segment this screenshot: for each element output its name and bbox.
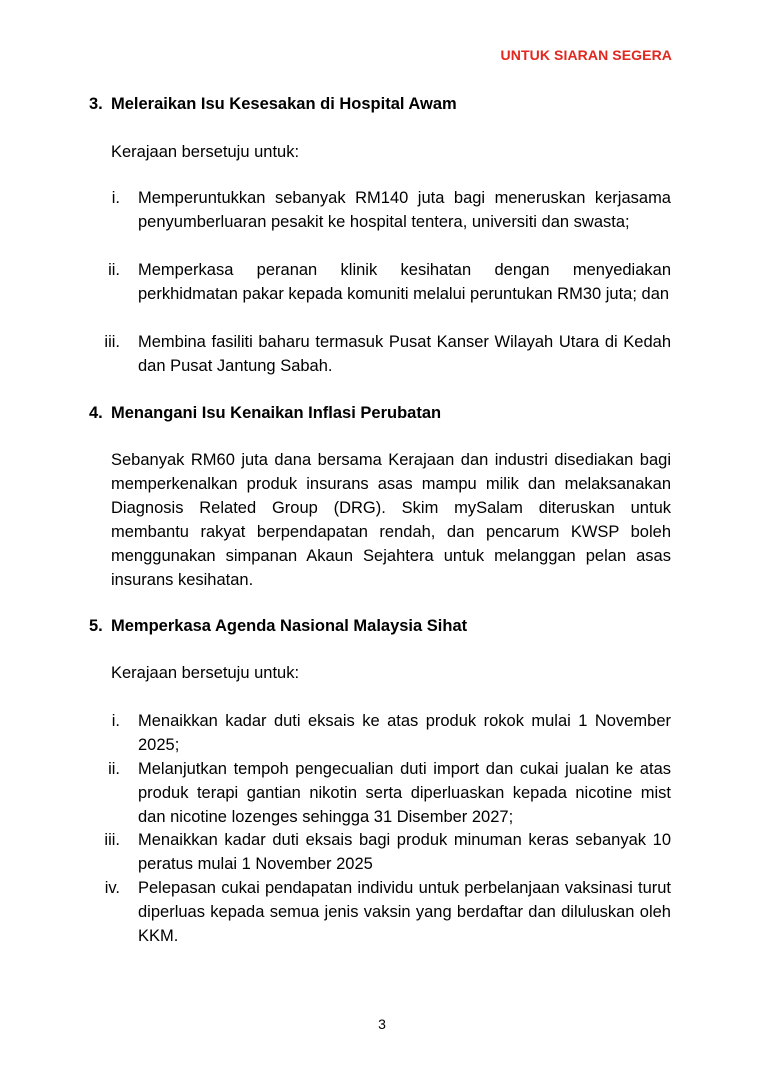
list-marker: ii. xyxy=(108,760,120,778)
section-4-paragraph: Sebanyak RM60 juta dana bersama Kerajaan dan industri disediakan bagi memperkenalkan produk insurans asas mampu milik dan melaksanakan Diagnosis Related Group (DRG). Skim mySalam diteruskan untuk membantu rakyat berpendapatan rendah, dan pencarum KWSP boleh menggunakan simpanan Akaun Sejahtera untuk melanggan pelan asas insurans kesihatan. xyxy=(111,451,671,589)
section-title-text: Memperkasa Agenda Nasional Malaysia Sihat xyxy=(111,617,468,635)
list-item-text: Menaikkan kadar duti eksais ke atas produk rokok mulai 1 November 2025; xyxy=(138,712,671,754)
list-marker: iii. xyxy=(104,831,120,849)
press-release-label: UNTUK SIARAN SEGERA xyxy=(500,47,672,63)
list-item-text: Membina fasiliti baharu termasuk Pusat Kanser Wilayah Utara di Kedah dan Pusat Jantung Sabah. xyxy=(138,333,671,375)
list-item-text: Menaikkan kadar duti eksais bagi produk minuman keras sebanyak 10 peratus mulai 1 November 2025 xyxy=(138,831,671,873)
list-item xyxy=(89,330,671,378)
list-item xyxy=(89,757,671,829)
section-number: 3. xyxy=(89,95,103,113)
list-marker: i. xyxy=(111,189,120,207)
list-item xyxy=(89,876,671,948)
list-item xyxy=(89,709,671,757)
section-3-title xyxy=(89,92,457,116)
section-number: 4. xyxy=(89,404,103,422)
section-5-title xyxy=(89,614,467,638)
list-marker: iii. xyxy=(104,333,120,351)
list-item-text: Memperuntukkan sebanyak RM140 juta bagi meneruskan kerjasama penyumberluaran pesakit ke hospital tentera, universiti dan swasta; xyxy=(138,189,671,231)
list-item xyxy=(89,258,671,306)
list-marker: i. xyxy=(111,712,120,730)
list-item-text: Melanjutkan tempoh pengecualian duti import dan cukai jualan ke atas produk terapi gantian nikotin serta diperluaskan kepada nicotine mist dan nicotine lozenges sehingga 31 Disember 2027; xyxy=(138,760,671,826)
section-title-text: Meleraikan Isu Kesesakan di Hospital Awam xyxy=(111,95,457,113)
section-title-text: Menangani Isu Kenaikan Inflasi Perubatan xyxy=(111,404,442,422)
list-item xyxy=(89,828,671,876)
section-3-intro: Kerajaan bersetuju untuk: xyxy=(111,143,300,161)
list-item-text: Pelepasan cukai pendapatan individu untuk perbelanjaan vaksinasi turut diperluas kepada semua jenis vaksin yang berdaftar dan diluluskan oleh KKM. xyxy=(138,879,671,945)
section-number: 5. xyxy=(89,617,103,635)
section-5-intro: Kerajaan bersetuju untuk: xyxy=(111,664,300,682)
list-marker: iv. xyxy=(104,879,120,897)
list-item xyxy=(89,186,671,234)
section-4-title xyxy=(89,401,441,425)
list-marker: ii. xyxy=(108,261,120,279)
page-number: 3 xyxy=(378,1016,386,1032)
list-item-text: Memperkasa peranan klinik kesihatan dengan menyediakan perkhidmatan pakar kepada komuniti melalui peruntukan RM30 juta; dan xyxy=(138,261,671,303)
